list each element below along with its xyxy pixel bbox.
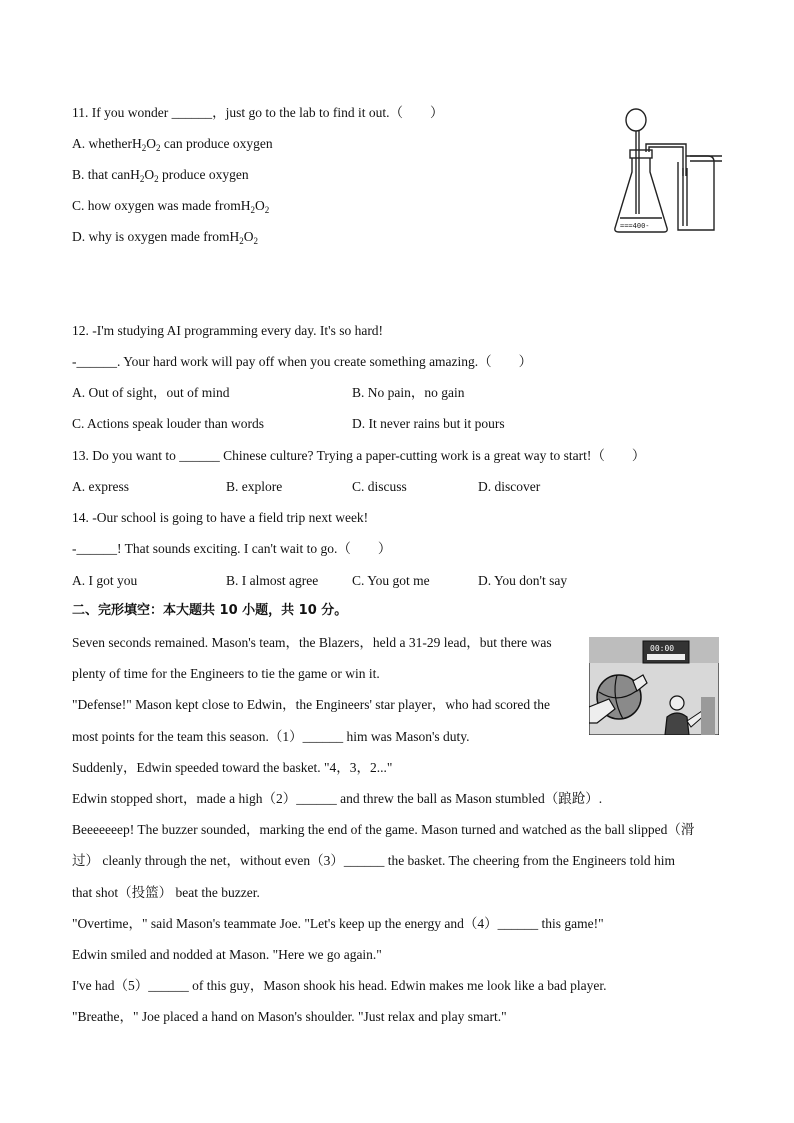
q14-option-b[interactable]: B. I almost agree <box>226 573 319 588</box>
scoreboard-text: 00:00 <box>650 644 675 653</box>
q13-option-d[interactable]: D. discover <box>478 479 541 494</box>
q11-stem: 11. If you wonder ______，just go to the lab to find it out.（ ） <box>72 105 444 120</box>
q11-a-sub1: 2 <box>141 143 147 153</box>
q11-b-text: B. that can <box>72 167 131 182</box>
passage-line-11: Edwin smiled and nodded at Mason. "Here we go again." <box>72 947 382 962</box>
q11-d-sub2: 2 <box>253 236 258 246</box>
q11-option-c[interactable] <box>72 197 269 219</box>
passage-line-3: "Defense!" Mason kept close to Edwin，the Engineers' star player，who had scored the <box>72 697 550 712</box>
passage-line-7: Beeeeeeep! The buzzer sounded，marking the end of the game. Mason turned and watched as the ball slipped（滑 <box>72 822 695 837</box>
q12-option-a[interactable]: A. Out of sight，out of mind <box>72 385 230 400</box>
q11-b-sub2: 2 <box>154 174 159 184</box>
q11-option-b[interactable] <box>72 166 249 188</box>
q14-option-c[interactable]: C. You got me <box>352 573 430 588</box>
q11-c-text: C. how oxygen was made from <box>72 198 241 213</box>
basketball-image <box>589 637 719 735</box>
q11-c-h: H <box>240 198 251 213</box>
passage-line-10: "Overtime，" said Mason's teammate Joe. "Let's keep up the energy and（4）______ this game!" <box>72 916 604 931</box>
passage-line-6: Edwin stopped short，made a high（2）______ and threw the ball as Mason stumbled（踉跄）. <box>72 791 603 806</box>
q14-option-a[interactable]: A. I got you <box>72 573 138 588</box>
q11-b-o: O <box>144 167 155 182</box>
passage-line-4: most points for the team this season.（1）______ him was Mason's duty. <box>72 729 470 744</box>
q11-option-d[interactable] <box>72 228 258 250</box>
passage-line-9: that shot（投篮） beat the buzzer. <box>72 885 260 900</box>
q12-option-c[interactable]: C. Actions speak louder than words <box>72 416 264 431</box>
q13-option-a[interactable]: A. express <box>72 479 129 494</box>
q11-c-sub2: 2 <box>264 205 270 215</box>
q11-a-h: H <box>131 136 142 151</box>
q12-stem-line2: -______. Your hard work will pay off when you create something amazing.（ ） <box>72 354 533 369</box>
q14-stem-line1: 14. -Our school is going to have a field trip next week! <box>72 510 369 525</box>
q13-stem: 13. Do you want to ______ Chinese culture? Trying a paper-cutting work is a great way to start!（ ） <box>72 448 646 463</box>
q11-c-o: O <box>254 198 265 213</box>
q11-a-text: A. whether <box>72 136 132 151</box>
q11-option-a[interactable] <box>72 135 273 157</box>
passage-line-8: 过） cleanly through the net，without even（3）______ the basket. The cheering from the Engineers told him <box>72 853 675 868</box>
passage-line-1: Seven seconds remained. Mason's team，the Blazers，held a 31-29 lead，but there was <box>72 635 552 650</box>
q11-a-o: O <box>146 136 156 151</box>
q11-b-rest: produce oxygen <box>158 167 249 182</box>
q11-d-sub1: 2 <box>239 236 244 246</box>
passage-line-12: I've had（5）______ of this guy，Mason shook his head. Edwin makes me look like a bad player. <box>72 978 607 993</box>
q11-d-h: H <box>229 229 240 244</box>
q11-d-o: O <box>243 229 254 244</box>
q11-b-h: H <box>130 167 140 182</box>
q12-stem-line1: 12. -I'm studying AI programming every day. It's so hard! <box>72 323 384 338</box>
section2-heading: 二、完形填空：本大题共 10 小题，共 10 分。 <box>72 603 348 618</box>
q11-c-sub1: 2 <box>250 205 255 215</box>
passage-line-5: Suddenly，Edwin speeded toward the basket. "4，3，2..." <box>72 760 393 775</box>
q13-option-c[interactable]: C. discuss <box>352 479 407 494</box>
q14-option-d[interactable]: D. You don't say <box>478 573 568 588</box>
q11-d-text: D. why is oxygen made from <box>72 229 230 244</box>
q11-a-rest: can produce oxygen <box>160 136 273 151</box>
lab-apparatus-image <box>610 106 722 236</box>
q13-option-b[interactable]: B. explore <box>226 479 283 494</box>
flask-label: ===400- <box>620 222 650 230</box>
q14-stem-line2: -______! That sounds exciting. I can't wait to go.（ ） <box>72 541 392 556</box>
passage-line-13: "Breathe，" Joe placed a hand on Mason's shoulder. "Just relax and play smart." <box>72 1009 507 1024</box>
q12-option-d[interactable]: D. It never rains but it pours <box>352 416 505 431</box>
q11-a-sub2: 2 <box>155 143 161 153</box>
q11-b-sub1: 2 <box>139 174 145 184</box>
q12-option-b[interactable]: B. No pain，no gain <box>352 385 465 400</box>
passage-line-2: plenty of time for the Engineers to tie the game or win it. <box>72 666 380 681</box>
